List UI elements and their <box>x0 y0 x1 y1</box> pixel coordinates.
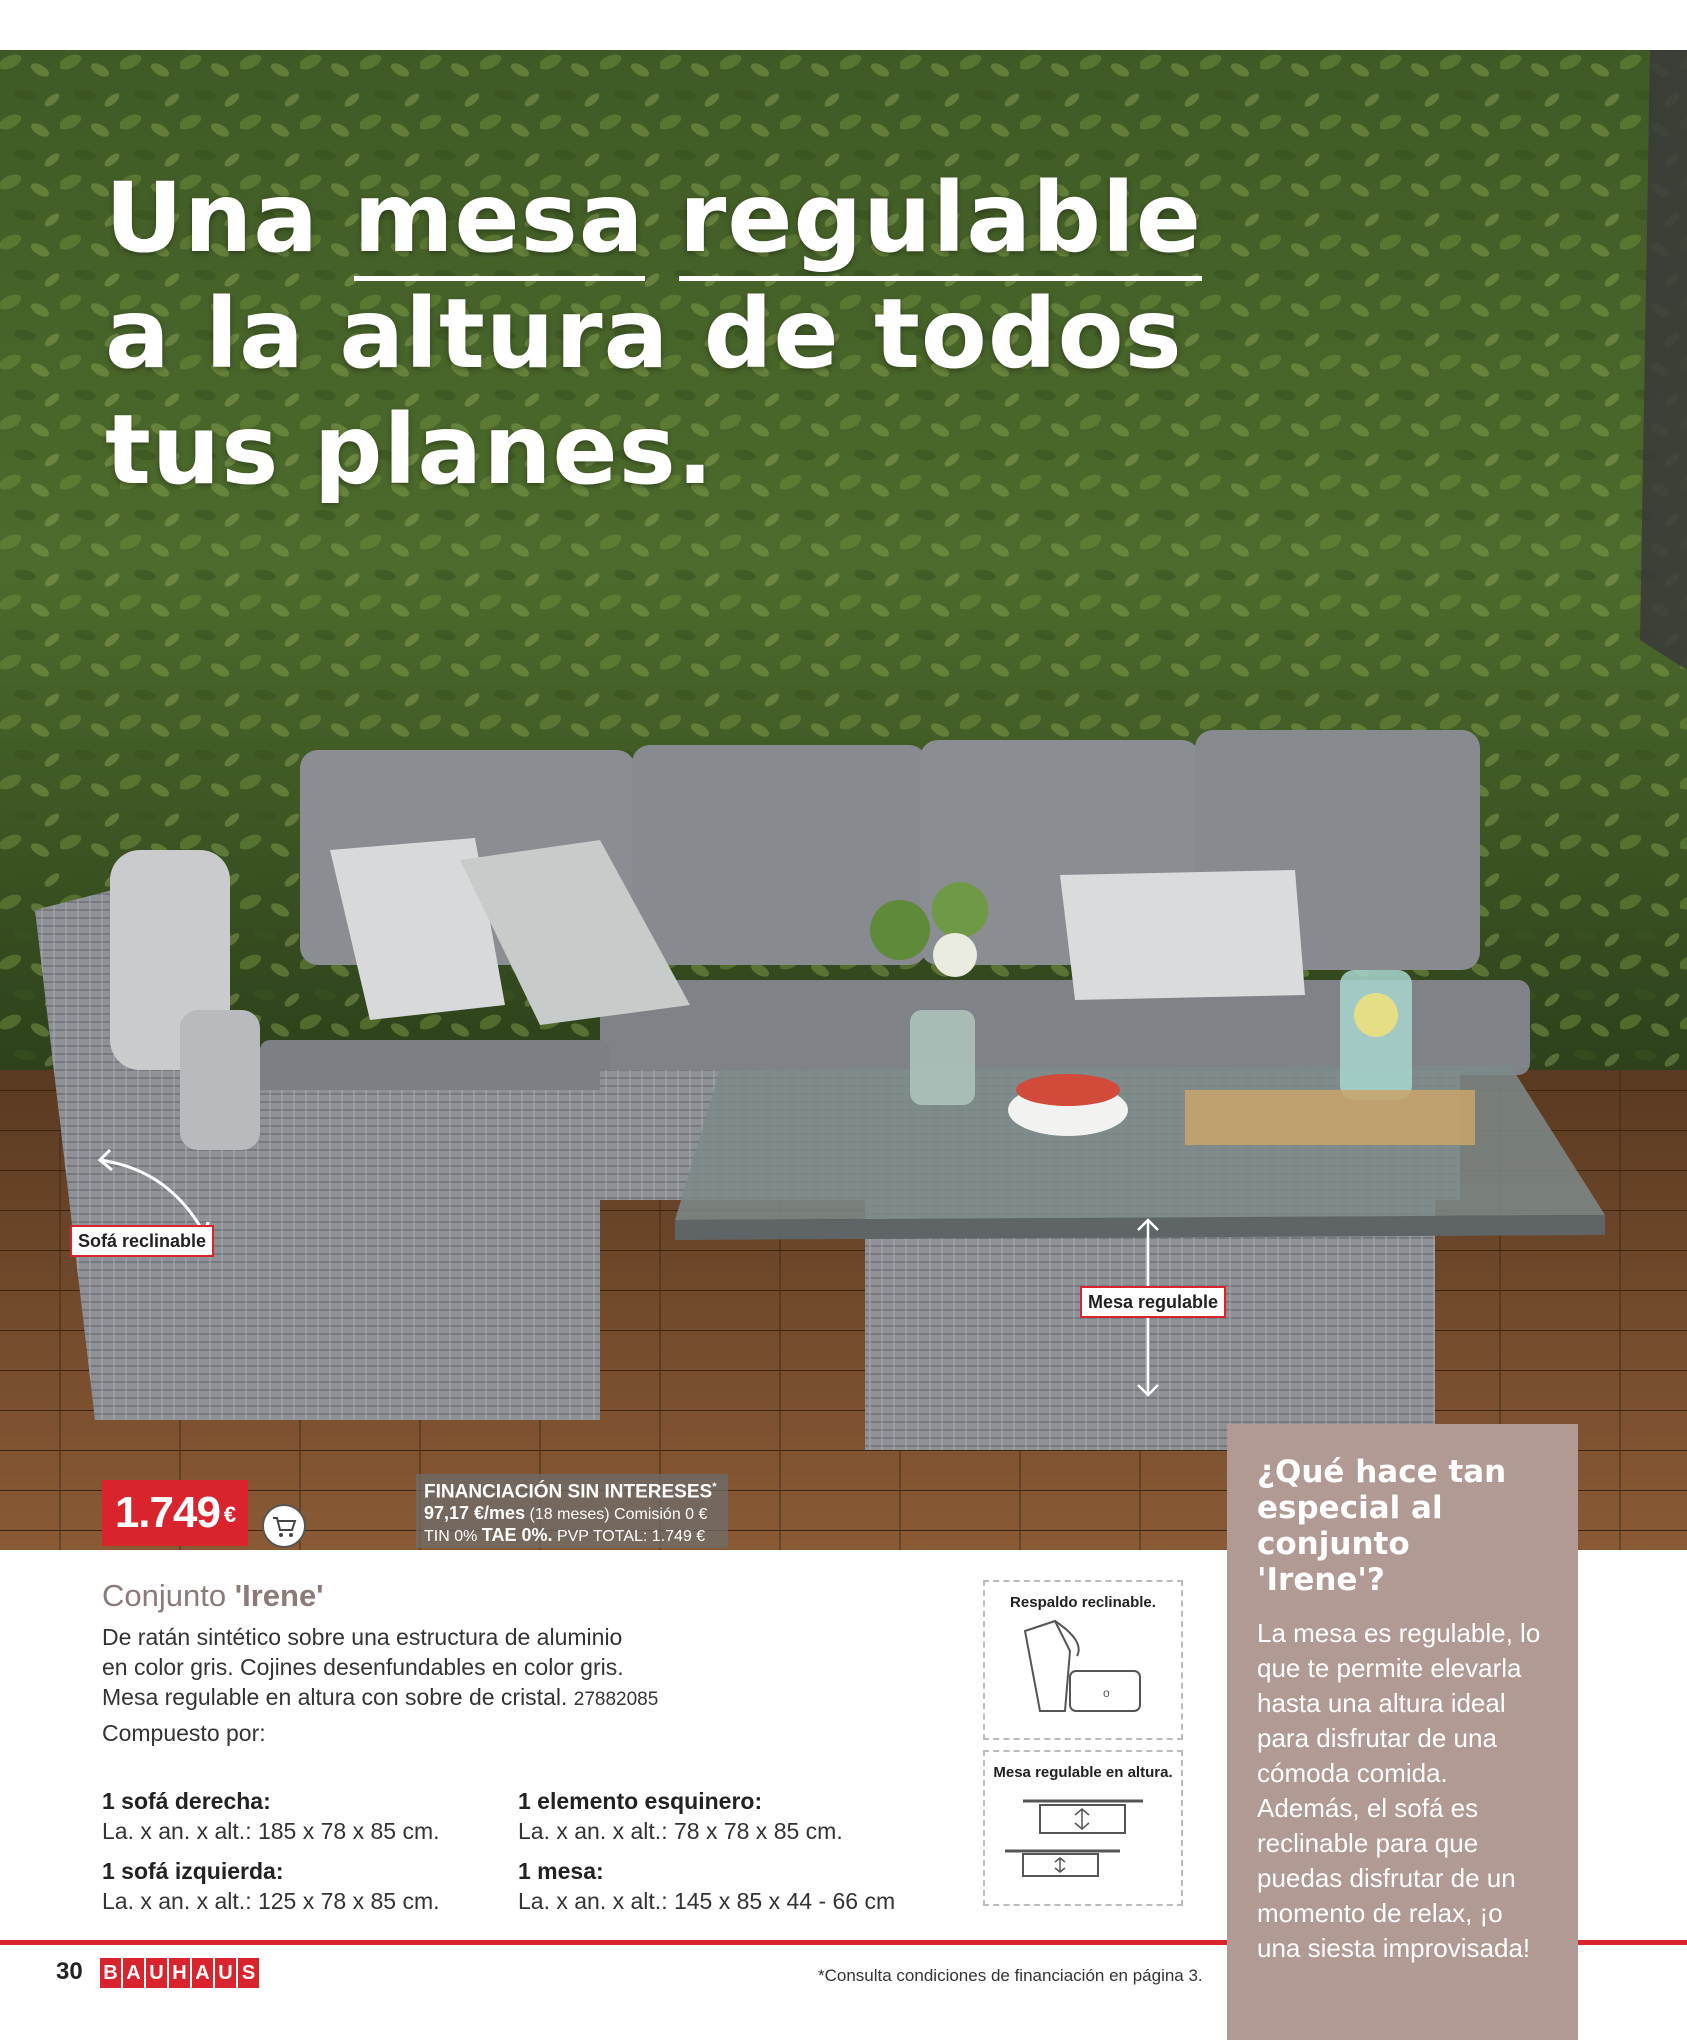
footer-rule <box>0 1940 1227 1945</box>
diagram-recline-label: Respaldo reclinable. <box>1010 1594 1156 1611</box>
financing-title-text: FINANCIACIÓN SIN INTERESES <box>424 1481 713 1503</box>
logo-letter: U <box>215 1958 236 1988</box>
diagram-table-label: Mesa regulable en altura. <box>993 1764 1173 1781</box>
logo-letter: U <box>146 1958 167 1988</box>
logo-letter: S <box>238 1958 259 1988</box>
bauhaus-logo <box>100 1958 259 1986</box>
headline-line-1 <box>105 160 1202 276</box>
recline-chair-icon <box>985 1611 1181 1721</box>
spec-item-name: 1 elemento esquinero: <box>518 1788 763 1814</box>
product-desc-line-3 <box>102 1682 742 1715</box>
tag-sofa-reclinable: Sofá reclinable <box>70 1225 214 1257</box>
spec-item-name: 1 sofá derecha: <box>102 1788 271 1814</box>
financing-commission: Comisión 0 € <box>614 1506 708 1524</box>
spec-item <box>518 1786 843 1846</box>
headline-word-una: Una <box>105 162 320 274</box>
price-currency: € <box>223 1502 236 1528</box>
spec-item-dims: La. x an. x alt.: 78 x 78 x 85 cm. <box>518 1818 843 1844</box>
spec-item <box>518 1856 895 1916</box>
spec-item-dims: La. x an. x alt.: 185 x 78 x 85 cm. <box>102 1818 440 1844</box>
footer-rule-right <box>1578 1940 1687 1945</box>
price-amount: 1.749 <box>114 1488 220 1537</box>
spec-item-dims: La. x an. x alt.: 125 x 78 x 85 cm. <box>102 1888 440 1914</box>
spec-item-name: 1 mesa: <box>518 1858 604 1884</box>
spec-item-name: 1 sofá izquierda: <box>102 1858 284 1884</box>
tag-mesa-regulable: Mesa regulable <box>1080 1286 1226 1318</box>
headline-line-2: a la altura de todos <box>105 278 1183 390</box>
product-desc-line-3-text: Mesa regulable en altura con sobre de cristal. <box>102 1684 568 1710</box>
financing-box <box>416 1474 728 1548</box>
product-desc-line-1: De ratán sintético sobre una estructura de aluminio <box>102 1624 623 1650</box>
financing-line-2 <box>424 1503 720 1525</box>
logo-letter: A <box>192 1958 213 1988</box>
product-title-name: 'Irene' <box>234 1578 324 1613</box>
product-description <box>102 1622 742 1715</box>
table-height-icon <box>985 1781 1181 1891</box>
product-title-prefix: Conjunto <box>102 1578 227 1613</box>
composed-by: Compuesto por: <box>102 1720 266 1746</box>
logo-letter: A <box>123 1958 144 1988</box>
diagram-table <box>983 1750 1183 1906</box>
feature-callout <box>1227 1424 1578 2040</box>
financing-line-3 <box>424 1525 720 1547</box>
spec-item <box>102 1786 440 1846</box>
logo-letter: B <box>100 1958 121 1988</box>
cart-icon[interactable] <box>262 1504 306 1548</box>
price-badge <box>102 1480 248 1546</box>
product-desc-line-2: en color gris. Cojines desenfundables en color gris. <box>102 1654 624 1680</box>
product-ref: 27882085 <box>573 1689 659 1710</box>
financing-tae: TAE 0%. <box>481 1525 553 1546</box>
financing-pvp: PVP TOTAL: 1.749 € <box>556 1528 706 1546</box>
financing-title-mark: * <box>712 1481 717 1493</box>
headline-word-mesa: mesa <box>354 162 645 281</box>
svg-text:o: o <box>1103 1686 1110 1700</box>
financing-title <box>424 1476 720 1503</box>
logo-letter: H <box>169 1958 190 1988</box>
spec-item-dims: La. x an. x alt.: 145 x 85 x 44 - 66 cm <box>518 1888 896 1914</box>
headline-word-regulable: regulable <box>679 162 1202 281</box>
financing-footnote: *Consulta condiciones de financiación en página 3. <box>818 1966 1203 1985</box>
headline-line-3: tus planes. <box>105 394 715 506</box>
headline <box>105 160 1202 508</box>
product-title <box>102 1578 324 1614</box>
feature-answer: La mesa es regulable, lo que te permite elevarla hasta una altura ideal para disfrutar de una cómoda comida. Además, el sofá es reclinable para que puedas disfrutar de un momento de relax, ¡o una siesta improvisada! <box>1257 1618 1541 1963</box>
spec-item <box>102 1856 440 1916</box>
financing-tin: TIN 0% <box>424 1528 478 1546</box>
diagram-recline <box>983 1580 1183 1740</box>
financing-monthly: 97,17 €/mes <box>424 1503 526 1524</box>
page-number: 30 <box>56 1958 83 1985</box>
feature-question: ¿Qué hace tan especial al conjunto 'Irene'? <box>1257 1454 1507 1598</box>
financing-months: (18 meses) <box>529 1506 610 1524</box>
